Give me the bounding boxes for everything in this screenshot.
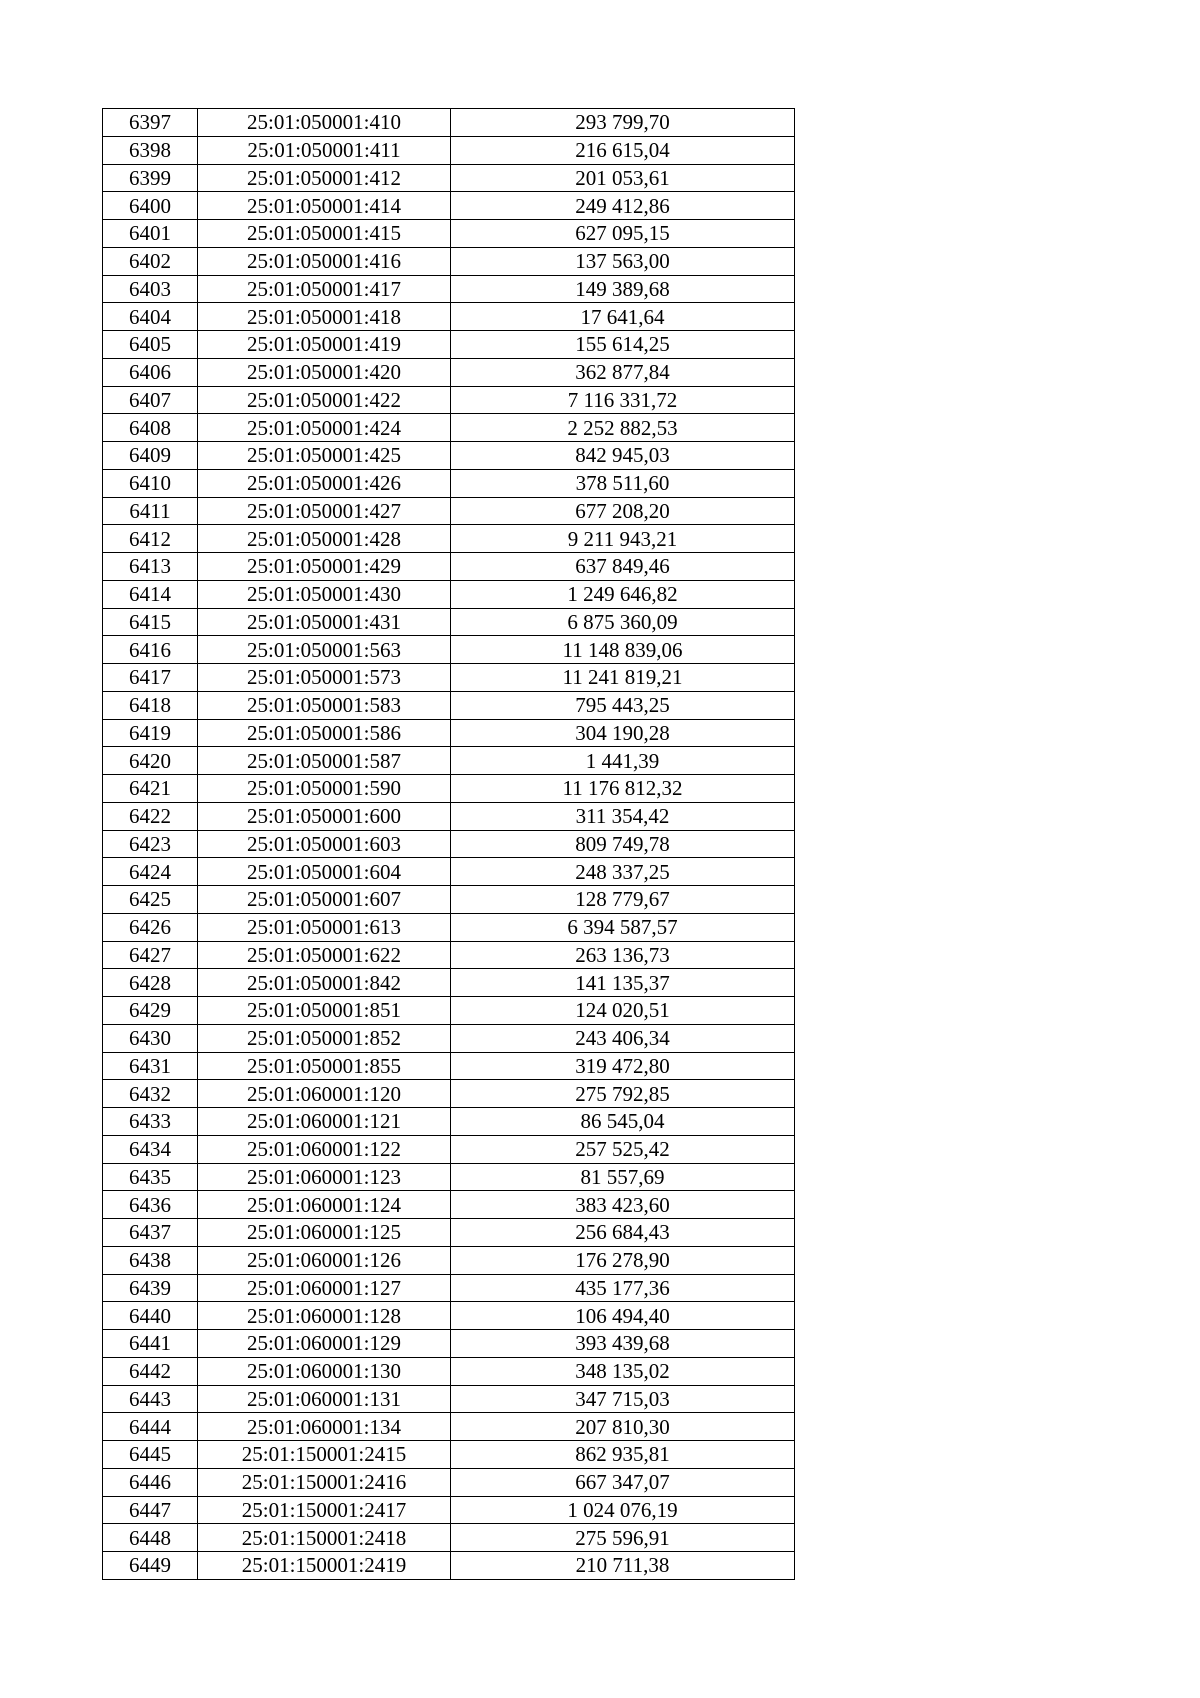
value-cell: 256 684,43: [451, 1219, 795, 1247]
table-row: [103, 719, 795, 747]
value-cell: 249 412,86: [451, 192, 795, 220]
value-cell: 210 711,38: [451, 1552, 795, 1580]
table-row: [103, 775, 795, 803]
cadastral-number-cell: 25:01:060001:124: [198, 1191, 451, 1219]
cadastral-number-cell: 25:01:050001:600: [198, 802, 451, 830]
value-cell: 347 715,03: [451, 1385, 795, 1413]
row-number-cell: 6437: [103, 1219, 198, 1247]
table-row: [103, 386, 795, 414]
row-number-cell: 6397: [103, 109, 198, 137]
table-row: [103, 1385, 795, 1413]
row-number-cell: 6448: [103, 1524, 198, 1552]
row-number-cell: 6433: [103, 1108, 198, 1136]
row-number-cell: 6425: [103, 886, 198, 914]
value-cell: 149 389,68: [451, 275, 795, 303]
cadastral-number-cell: 25:01:150001:2418: [198, 1524, 451, 1552]
cadastral-number-cell: 25:01:050001:415: [198, 220, 451, 248]
value-cell: 155 614,25: [451, 331, 795, 359]
row-number-cell: 6438: [103, 1246, 198, 1274]
row-number-cell: 6404: [103, 303, 198, 331]
cadastral-number-cell: 25:01:050001:573: [198, 664, 451, 692]
row-number-cell: 6419: [103, 719, 198, 747]
table-row: [103, 830, 795, 858]
value-cell: 207 810,30: [451, 1413, 795, 1441]
value-cell: 637 849,46: [451, 553, 795, 581]
cadastral-number-cell: 25:01:050001:622: [198, 941, 451, 969]
table-row: [103, 1468, 795, 1496]
row-number-cell: 6413: [103, 553, 198, 581]
row-number-cell: 6406: [103, 358, 198, 386]
value-cell: 86 545,04: [451, 1108, 795, 1136]
row-number-cell: 6412: [103, 525, 198, 553]
cadastral-number-cell: 25:01:050001:417: [198, 275, 451, 303]
value-cell: 11 241 819,21: [451, 664, 795, 692]
table-row: [103, 275, 795, 303]
table-row: [103, 636, 795, 664]
row-number-cell: 6440: [103, 1302, 198, 1330]
table-row: [103, 1080, 795, 1108]
value-cell: 1 441,39: [451, 747, 795, 775]
table-row: [103, 1413, 795, 1441]
table-row: [103, 220, 795, 248]
cadastral-number-cell: 25:01:060001:131: [198, 1385, 451, 1413]
cadastral-number-cell: 25:01:050001:563: [198, 636, 451, 664]
table-row: [103, 941, 795, 969]
row-number-cell: 6402: [103, 247, 198, 275]
table-row: [103, 580, 795, 608]
row-number-cell: 6430: [103, 1024, 198, 1052]
table-row: [103, 1524, 795, 1552]
row-number-cell: 6401: [103, 220, 198, 248]
row-number-cell: 6424: [103, 858, 198, 886]
table-row: [103, 414, 795, 442]
row-number-cell: 6417: [103, 664, 198, 692]
value-cell: 1 249 646,82: [451, 580, 795, 608]
table-row: [103, 1552, 795, 1580]
row-number-cell: 6429: [103, 997, 198, 1025]
table-row: [103, 136, 795, 164]
row-number-cell: 6416: [103, 636, 198, 664]
table-row: [103, 1246, 795, 1274]
table-row: [103, 691, 795, 719]
value-cell: 348 135,02: [451, 1357, 795, 1385]
cadastral-number-cell: 25:01:050001:418: [198, 303, 451, 331]
cadastral-number-cell: 25:01:050001:416: [198, 247, 451, 275]
row-number-cell: 6441: [103, 1330, 198, 1358]
value-cell: 378 511,60: [451, 469, 795, 497]
table-row: [103, 1441, 795, 1469]
table-row: [103, 1163, 795, 1191]
value-cell: 311 354,42: [451, 802, 795, 830]
value-cell: 9 211 943,21: [451, 525, 795, 553]
row-number-cell: 6410: [103, 469, 198, 497]
table-row: [103, 1357, 795, 1385]
table-row: [103, 109, 795, 137]
cadastral-number-cell: 25:01:150001:2416: [198, 1468, 451, 1496]
value-cell: 124 020,51: [451, 997, 795, 1025]
row-number-cell: 6435: [103, 1163, 198, 1191]
cadastral-number-cell: 25:01:050001:613: [198, 913, 451, 941]
value-cell: 304 190,28: [451, 719, 795, 747]
table-row: [103, 858, 795, 886]
table-row: [103, 525, 795, 553]
row-number-cell: 6408: [103, 414, 198, 442]
cadastral-number-cell: 25:01:150001:2415: [198, 1441, 451, 1469]
value-cell: 667 347,07: [451, 1468, 795, 1496]
cadastral-number-cell: 25:01:050001:411: [198, 136, 451, 164]
cadastral-number-cell: 25:01:060001:126: [198, 1246, 451, 1274]
table-row: [103, 247, 795, 275]
cadastral-number-cell: 25:01:060001:130: [198, 1357, 451, 1385]
row-number-cell: 6427: [103, 941, 198, 969]
cadastral-number-cell: 25:01:050001:410: [198, 109, 451, 137]
cadastral-number-cell: 25:01:060001:120: [198, 1080, 451, 1108]
row-number-cell: 6398: [103, 136, 198, 164]
cadastral-number-cell: 25:01:050001:426: [198, 469, 451, 497]
table-row: [103, 1274, 795, 1302]
cadastral-number-cell: 25:01:050001:431: [198, 608, 451, 636]
value-cell: 677 208,20: [451, 497, 795, 525]
value-cell: 141 135,37: [451, 969, 795, 997]
cadastral-number-cell: 25:01:050001:607: [198, 886, 451, 914]
cadastral-number-cell: 25:01:050001:414: [198, 192, 451, 220]
table-row: [103, 997, 795, 1025]
cadastral-number-cell: 25:01:050001:429: [198, 553, 451, 581]
table-row: [103, 1024, 795, 1052]
row-number-cell: 6415: [103, 608, 198, 636]
value-cell: 842 945,03: [451, 442, 795, 470]
table-row: [103, 1496, 795, 1524]
row-number-cell: 6439: [103, 1274, 198, 1302]
table-row: [103, 1330, 795, 1358]
row-number-cell: 6447: [103, 1496, 198, 1524]
cadastral-number-cell: 25:01:050001:424: [198, 414, 451, 442]
table-row: [103, 1135, 795, 1163]
value-cell: 176 278,90: [451, 1246, 795, 1274]
row-number-cell: 6446: [103, 1468, 198, 1496]
row-number-cell: 6414: [103, 580, 198, 608]
row-number-cell: 6422: [103, 802, 198, 830]
value-cell: 257 525,42: [451, 1135, 795, 1163]
value-cell: 275 596,91: [451, 1524, 795, 1552]
value-cell: 393 439,68: [451, 1330, 795, 1358]
cadastral-number-cell: 25:01:050001:583: [198, 691, 451, 719]
row-number-cell: 6420: [103, 747, 198, 775]
value-cell: 137 563,00: [451, 247, 795, 275]
value-cell: 627 095,15: [451, 220, 795, 248]
table-row: [103, 303, 795, 331]
table-row: [103, 1302, 795, 1330]
cadastral-number-cell: 25:01:060001:129: [198, 1330, 451, 1358]
table-row: [103, 497, 795, 525]
cadastral-number-cell: 25:01:050001:851: [198, 997, 451, 1025]
row-number-cell: 6405: [103, 331, 198, 359]
table-row: [103, 192, 795, 220]
cadastral-number-cell: 25:01:060001:134: [198, 1413, 451, 1441]
row-number-cell: 6428: [103, 969, 198, 997]
value-cell: 17 641,64: [451, 303, 795, 331]
table-row: [103, 1191, 795, 1219]
value-cell: 248 337,25: [451, 858, 795, 886]
value-cell: 293 799,70: [451, 109, 795, 137]
cadastral-number-cell: 25:01:050001:590: [198, 775, 451, 803]
row-number-cell: 6432: [103, 1080, 198, 1108]
row-number-cell: 6423: [103, 830, 198, 858]
value-cell: 201 053,61: [451, 164, 795, 192]
table-row: [103, 1108, 795, 1136]
table-row: [103, 747, 795, 775]
row-number-cell: 6431: [103, 1052, 198, 1080]
row-number-cell: 6421: [103, 775, 198, 803]
table-row: [103, 969, 795, 997]
table-row: [103, 1052, 795, 1080]
cadastral-number-cell: 25:01:050001:852: [198, 1024, 451, 1052]
cadastral-number-cell: 25:01:050001:587: [198, 747, 451, 775]
table-row: [103, 608, 795, 636]
value-cell: 275 792,85: [451, 1080, 795, 1108]
cadastral-number-cell: 25:01:050001:428: [198, 525, 451, 553]
value-cell: 106 494,40: [451, 1302, 795, 1330]
cadastral-number-cell: 25:01:060001:123: [198, 1163, 451, 1191]
cadastral-number-cell: 25:01:050001:420: [198, 358, 451, 386]
cadastral-number-cell: 25:01:050001:412: [198, 164, 451, 192]
table-row: [103, 802, 795, 830]
cadastral-number-cell: 25:01:060001:121: [198, 1108, 451, 1136]
cadastral-number-cell: 25:01:050001:603: [198, 830, 451, 858]
cadastral-number-cell: 25:01:060001:127: [198, 1274, 451, 1302]
row-number-cell: 6436: [103, 1191, 198, 1219]
cadastral-number-cell: 25:01:150001:2417: [198, 1496, 451, 1524]
table-row: [103, 1219, 795, 1247]
table-row: [103, 331, 795, 359]
value-cell: 81 557,69: [451, 1163, 795, 1191]
table-body: [103, 109, 795, 1580]
cadastral-number-cell: 25:01:050001:842: [198, 969, 451, 997]
row-number-cell: 6434: [103, 1135, 198, 1163]
cadastral-number-cell: 25:01:050001:425: [198, 442, 451, 470]
table-row: [103, 913, 795, 941]
table-row: [103, 886, 795, 914]
cadastral-number-cell: 25:01:150001:2419: [198, 1552, 451, 1580]
table-row: [103, 469, 795, 497]
cadastral-number-cell: 25:01:060001:122: [198, 1135, 451, 1163]
row-number-cell: 6400: [103, 192, 198, 220]
row-number-cell: 6418: [103, 691, 198, 719]
row-number-cell: 6426: [103, 913, 198, 941]
row-number-cell: 6407: [103, 386, 198, 414]
row-number-cell: 6411: [103, 497, 198, 525]
value-cell: 128 779,67: [451, 886, 795, 914]
row-number-cell: 6409: [103, 442, 198, 470]
value-cell: 2 252 882,53: [451, 414, 795, 442]
cadastral-value-table: [102, 108, 795, 1580]
value-cell: 795 443,25: [451, 691, 795, 719]
value-cell: 1 024 076,19: [451, 1496, 795, 1524]
row-number-cell: 6449: [103, 1552, 198, 1580]
value-cell: 6 875 360,09: [451, 608, 795, 636]
value-cell: 11 176 812,32: [451, 775, 795, 803]
table-row: [103, 553, 795, 581]
value-cell: 263 136,73: [451, 941, 795, 969]
cadastral-number-cell: 25:01:060001:128: [198, 1302, 451, 1330]
value-cell: 6 394 587,57: [451, 913, 795, 941]
value-cell: 809 749,78: [451, 830, 795, 858]
cadastral-number-cell: 25:01:050001:430: [198, 580, 451, 608]
value-cell: 383 423,60: [451, 1191, 795, 1219]
table-row: [103, 664, 795, 692]
row-number-cell: 6444: [103, 1413, 198, 1441]
table-row: [103, 442, 795, 470]
cadastral-number-cell: 25:01:050001:604: [198, 858, 451, 886]
value-cell: 243 406,34: [451, 1024, 795, 1052]
value-cell: 216 615,04: [451, 136, 795, 164]
value-cell: 862 935,81: [451, 1441, 795, 1469]
value-cell: 7 116 331,72: [451, 386, 795, 414]
cadastral-number-cell: 25:01:060001:125: [198, 1219, 451, 1247]
row-number-cell: 6403: [103, 275, 198, 303]
cadastral-number-cell: 25:01:050001:586: [198, 719, 451, 747]
cadastral-number-cell: 25:01:050001:419: [198, 331, 451, 359]
table-row: [103, 164, 795, 192]
value-cell: 362 877,84: [451, 358, 795, 386]
table-row: [103, 358, 795, 386]
cadastral-number-cell: 25:01:050001:422: [198, 386, 451, 414]
cadastral-number-cell: 25:01:050001:427: [198, 497, 451, 525]
row-number-cell: 6399: [103, 164, 198, 192]
row-number-cell: 6443: [103, 1385, 198, 1413]
cadastral-number-cell: 25:01:050001:855: [198, 1052, 451, 1080]
value-cell: 435 177,36: [451, 1274, 795, 1302]
value-cell: 11 148 839,06: [451, 636, 795, 664]
value-cell: 319 472,80: [451, 1052, 795, 1080]
row-number-cell: 6442: [103, 1357, 198, 1385]
row-number-cell: 6445: [103, 1441, 198, 1469]
